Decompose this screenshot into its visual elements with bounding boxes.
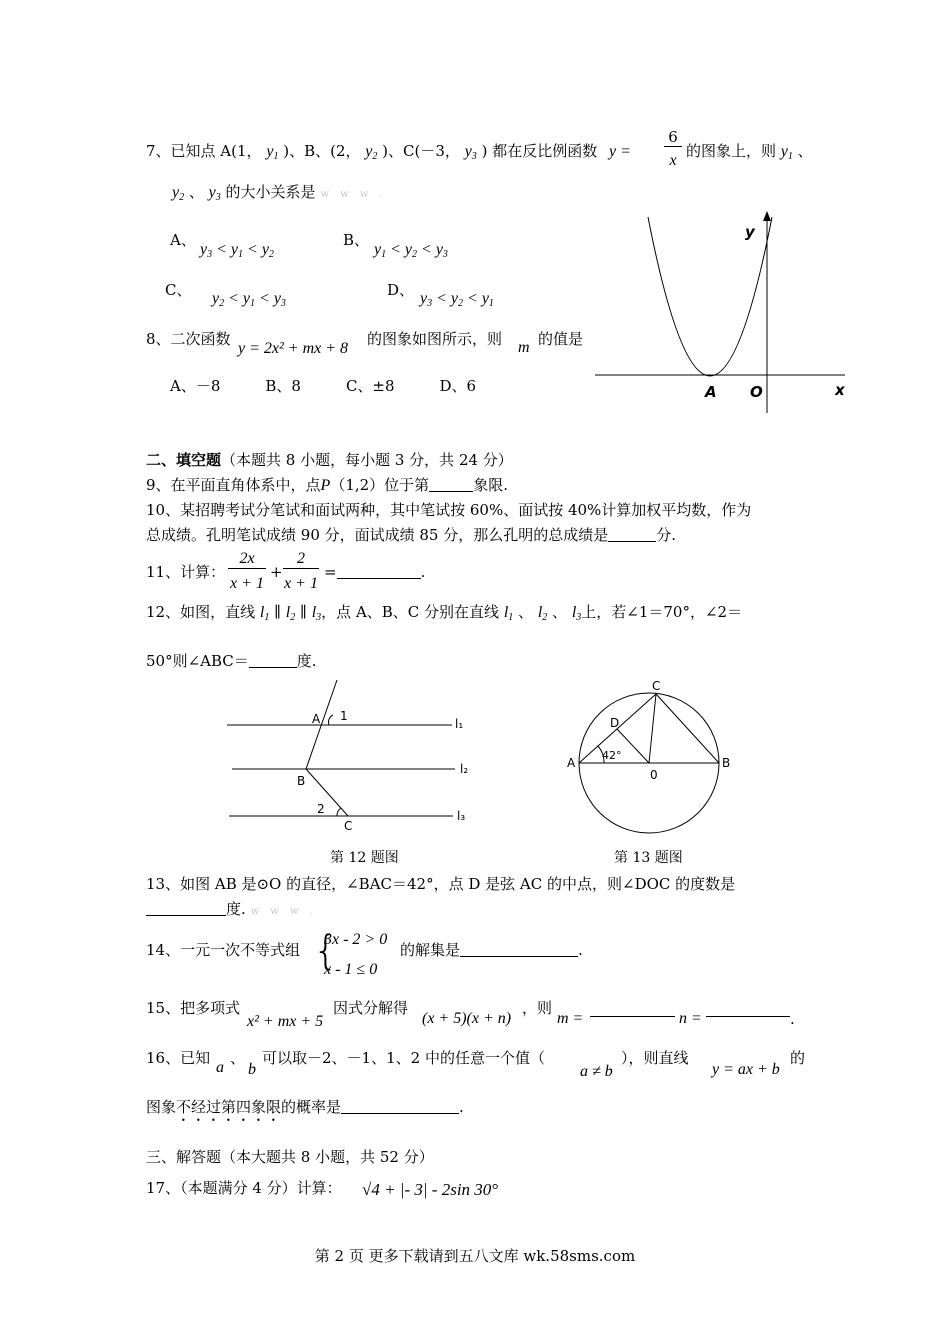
q12-line2: 50°则∠ABC＝ 度. [146, 652, 317, 670]
q7-option-c: $y_2 < y_1 < y_3$ [212, 290, 286, 309]
graph-label-o: O [750, 383, 763, 401]
q11-prefix: 11、计算： [146, 563, 226, 581]
q9-answer-blank[interactable] [429, 477, 473, 492]
y-axis-arrow [763, 211, 771, 221]
segment-oc [649, 694, 656, 763]
q15-factored: (x + 5)(x + n) [422, 1010, 512, 1027]
angle2-arc [337, 808, 341, 816]
fig12-label-l1: l₁ [455, 717, 464, 731]
q14-inequality2: x - 1 ≤ 0 [324, 961, 378, 978]
q14-suffix: 的解集是 . [400, 941, 583, 959]
q15-n-answer-blank[interactable] [706, 1016, 790, 1018]
q15-m-field [590, 1009, 675, 1029]
q17-prefix: 17、（本题满分 4 分）计算： [146, 1179, 342, 1197]
q10-answer-blank[interactable] [608, 527, 656, 542]
parabola-graph [590, 205, 850, 420]
q14-brace: { [313, 928, 339, 974]
q7-option-c-label: C、 [165, 281, 192, 299]
fig13-point-a: A [567, 756, 576, 770]
fig12-angle1-label: 1 [340, 709, 348, 723]
q14-prefix: 14、一元一次不等式组 [146, 941, 301, 959]
q12-line1: 12、如图，直线 $l_1$ ∥ $l_2$ ∥ $l_3$，点 A、B、C 分别在直线 $l_1$ 、 $l_2$ 、 $l_3$上，若∠1＝70°，∠2＝ [146, 603, 743, 623]
q11-plus: + [270, 563, 283, 581]
section2-heading: 二、填空题（本题共 8 小题，每小题 3 分，共 24 分） [146, 451, 513, 469]
q8-options: A、－8 B、8 C、±8 D、6 [170, 377, 477, 395]
fig13-point-d: D [610, 716, 620, 730]
page-footer: 第 2 页 更多下载请到五八文库 wk.58sms.com [314, 1247, 636, 1265]
q8-suffix: 的图象如图所示，则 [367, 330, 503, 348]
q7-function-lhs: y = [609, 143, 631, 160]
fig12-label-l2: l₂ [460, 762, 469, 776]
q7-line1-suffix: 的图象上，则 $y_1$ 、 [686, 142, 813, 162]
fig12-label-l3: l₃ [457, 809, 466, 823]
q15-n-label: n = [679, 1010, 702, 1027]
q8-var: m [518, 339, 530, 356]
fig13-point-o: 0 [650, 768, 658, 782]
q7-option-d: $y_3 < y_2 < y_1$ [420, 290, 494, 309]
q17-expression: √4 + |- 3| - 2sin 30° [362, 1180, 499, 1199]
q7-option-a: $y_3 < y_1 < y_2$ [200, 241, 274, 260]
figure-12 [215, 675, 485, 840]
graph-label-y: y [745, 223, 755, 241]
q7-option-b: $y_1 < y_2 < y_3$ [374, 241, 448, 260]
segment-bc [306, 769, 348, 816]
q8-prefix: 8、二次函数 [146, 330, 231, 348]
q11-den1: x + 1 [230, 575, 264, 592]
q8-suffix2: 的值是 [538, 330, 584, 348]
figure-13 [560, 675, 740, 840]
q7-option-a-label: A、 [170, 231, 196, 249]
fig13-angle-label: 42° [602, 749, 622, 762]
q14-answer-blank[interactable] [460, 942, 578, 957]
q16-suffix: 的 [790, 1049, 806, 1067]
q9: 9、在平面直角体系中，点P（1,2）位于第 象限. [146, 476, 508, 494]
section3-heading: 三、解答题（本大题共 8 小题，共 52 分） [146, 1148, 434, 1166]
q14-inequality1: 3x - 2 > 0 [324, 931, 388, 948]
y1-var: $y_1$ [266, 143, 279, 162]
q11-equals: = . [324, 563, 426, 581]
fig12-angle2-label: 2 [317, 802, 325, 816]
q15-m-answer-blank[interactable] [590, 1016, 675, 1018]
q15-m-label: m = [557, 1010, 584, 1027]
q7-option-d-label: D、 [387, 281, 415, 299]
angle1-arc [328, 715, 333, 725]
q16-var-a: a [216, 1059, 224, 1076]
y3-var: $y_3$ [464, 143, 477, 162]
q13-answer-blank[interactable] [146, 901, 226, 916]
q10-line1: 10、某招聘考试分笔试和面试两种，其中笔试按 60%、面试按 40%计算加权平均数，作为 [146, 501, 752, 519]
segment-od [617, 729, 649, 763]
q11-answer-blank[interactable] [337, 564, 421, 579]
q11-num1: 2x [228, 550, 266, 569]
q11-den2: x + 1 [284, 575, 318, 592]
graph-label-x: x [835, 381, 845, 399]
fig13-point-c: C [652, 679, 661, 693]
fig13-point-b: B [722, 756, 731, 770]
q16-line-eq: y = ax + b [712, 1061, 780, 1078]
q8-formula: y = 2x² + mx + 8 [238, 340, 349, 357]
q7-line2: $y_2$ 、 $y_3$ 的大小关系是 w w w . [172, 183, 387, 203]
q16-mid: 可以取－2、－1、1、2 中的任意一个值（ [262, 1049, 545, 1067]
fig12-point-a: A [312, 712, 321, 726]
graph-label-a: A [705, 383, 717, 401]
q7-line1: 7、已知点 A(1， $y_1$ )、B、(2， $y_2$ )、C(－3， $y_3$ ) 都在反比例函数 [146, 142, 598, 162]
q15-then: ，则 [522, 999, 553, 1017]
q7-fraction-numerator: 6 [664, 128, 682, 147]
q16-prefix: 16、已知 [146, 1049, 211, 1067]
fig13-caption: 第 13 题图 [614, 850, 683, 866]
q11-num2: 2 [283, 550, 319, 569]
q15-n-field: . [706, 1009, 795, 1029]
q16-mid2: ），则直线 [621, 1049, 689, 1067]
q16-line2: 图象不经过第四象限的概率是 . [146, 1098, 464, 1116]
q7-fraction-denominator: x [669, 152, 677, 169]
q15-polynomial: x² + mx + 5 [247, 1013, 324, 1030]
q16-answer-blank[interactable] [341, 1099, 459, 1114]
fig12-point-c: C [344, 819, 353, 833]
q16-condition: a ≠ b [580, 1063, 613, 1080]
q7-option-b-label: B、 [343, 231, 370, 249]
q15-mid: 因式分解得 [333, 999, 409, 1017]
q12-answer-blank[interactable] [249, 653, 297, 668]
q16-sep: 、 [230, 1049, 246, 1067]
fig12-point-b: B [297, 774, 306, 788]
y2-var: $y_2$ [365, 143, 378, 162]
q13-line1: 13、如图 AB 是⊙O 的直径，∠BAC＝42°，点 D 是弦 AC 的中点，则∠DOC 的度数是 [146, 875, 736, 893]
q16-var-b: b [248, 1061, 256, 1078]
fig12-caption: 第 12 题图 [330, 850, 399, 866]
q10-line2: 总成绩。孔明笔试成绩 90 分，面试成绩 85 分，那么孔明的总成绩是 分. [146, 526, 677, 544]
q13-line2: 度. w w w . [146, 899, 317, 922]
q15-prefix: 15、把多项式 [146, 999, 241, 1017]
